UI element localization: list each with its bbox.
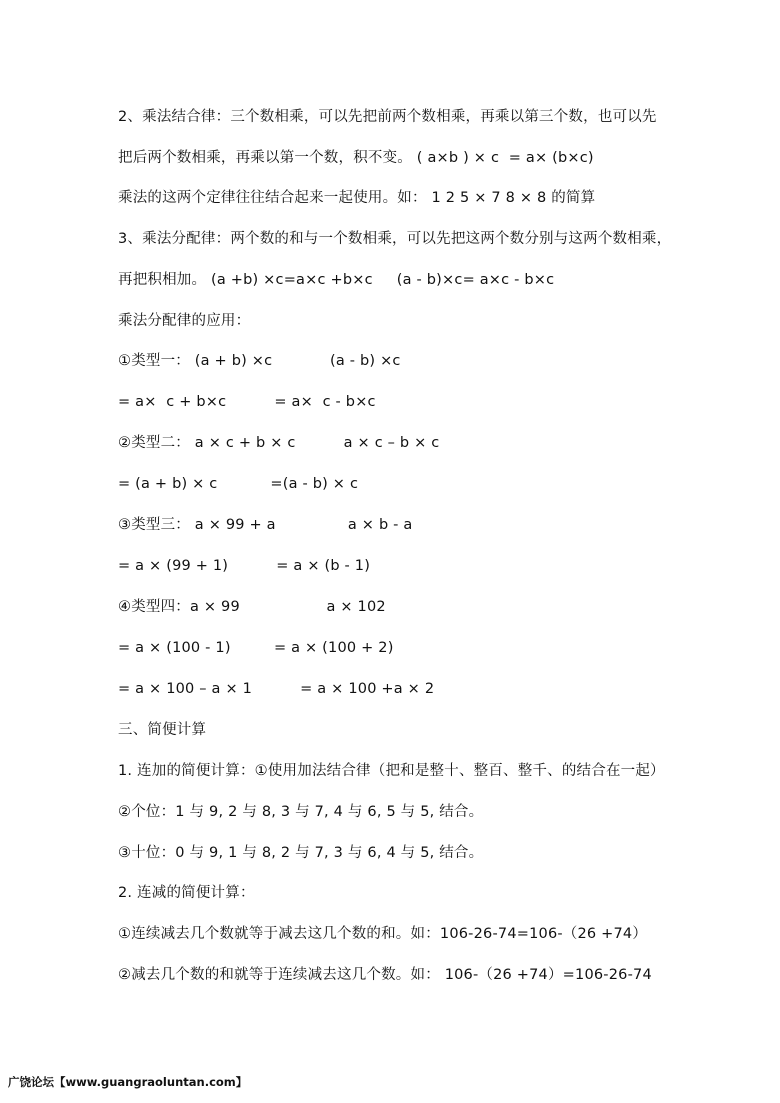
- section-heading: 三、简便计算: [118, 722, 207, 738]
- text-line-3: 乘法的这两个定律往往结合起来一起使用。如： 1 2 5 × 7 8 × 8 的简算: [118, 190, 596, 206]
- text-line-8: = a× c + b×c = a× c - b×c: [118, 394, 376, 410]
- text-line-1: 2、乘法结合律：三个数相乘，可以先把前两个数相乘，再乘以第三个数，也可以先: [118, 109, 657, 125]
- footer-watermark: 广饶论坛【www.guangraoluntan.com】: [8, 1075, 248, 1089]
- text-line-7: ①类型一： (a + b) ×c (a - b) ×c: [118, 353, 401, 369]
- text-line-17: 1. 连加的简便计算：①使用加法结合律（把和是整十、整百、整千、的结合在一起）: [118, 763, 665, 779]
- text-line-21: ①连续减去几个数就等于减去这几个数的和。如：106-26-74=106-（26 +74）: [118, 926, 648, 942]
- text-line-4: 3、乘法分配律：两个数的和与一个数相乘，可以先把这两个数分别与这两个数相乘，: [118, 231, 672, 247]
- text-line-13: ④类型四：a × 99 a × 102: [118, 599, 386, 615]
- text-line-18: ②个位：1 与 9, 2 与 8, 3 与 7, 4 与 6, 5 与 5, 结合。: [118, 804, 484, 820]
- text-line-12: = a × (99 + 1) = a × (b - 1): [118, 558, 371, 574]
- text-line-19: ③十位：0 与 9, 1 与 8, 2 与 7, 3 与 6, 4 与 5, 结合。: [118, 845, 484, 861]
- text-line-15: = a × 100 – a × 1 = a × 100 +a × 2: [118, 681, 435, 697]
- text-line-9: ②类型二： a × c + b × c a × c – b × c: [118, 435, 440, 451]
- text-line-20: 2. 连减的简便计算：: [118, 885, 255, 901]
- text-line-6: 乘法分配律的应用：: [118, 313, 251, 329]
- text-line-11: ③类型三： a × 99 + a a × b - a: [118, 517, 413, 533]
- text-line-14: = a × (100 - 1) = a × (100 + 2): [118, 640, 394, 656]
- text-line-2: 把后两个数相乘，再乘以第一个数，积不变。 ( a×b ) × c = a× (b×c): [118, 150, 594, 166]
- text-line-5: 再把积相加。 (a +b) ×c=a×c +b×c (a - b)×c= a×c - b×c: [118, 272, 555, 288]
- text-line-22: ②减去几个数的和就等于连续减去这几个数。如： 106-（26 +74）=106-26-74: [118, 967, 652, 983]
- text-line-10: = (a + b) × c =(a - b) × c: [118, 476, 359, 492]
